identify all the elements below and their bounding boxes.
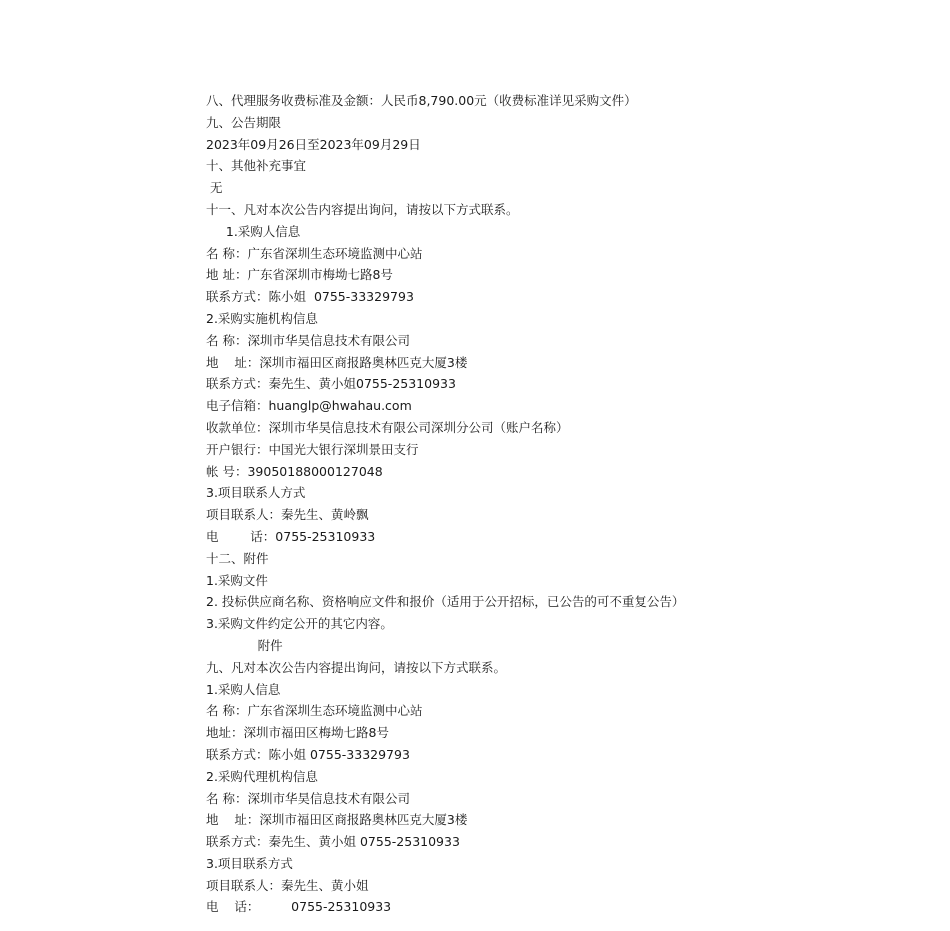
purchaser-address-2: 地址：深圳市福田区梅坳七路8号 — [206, 725, 389, 741]
project-contact-person-2: 项目联系人：秦先生、黄小姐 — [206, 877, 369, 893]
project-contact-phone-2: 电 话： 0755-25310933 — [206, 899, 392, 915]
purchaser-name-2: 名 称：广东省深圳生态环境监测中心站 — [206, 703, 423, 719]
purchaser-contact-2: 联系方式：陈小姐 0755-33329793 — [206, 746, 410, 762]
purchaser-address: 地 址：广东省深圳市梅坳七路8号 — [206, 267, 393, 283]
bank: 开户银行：中国光大银行深圳景田支行 — [206, 441, 419, 457]
agency-contact-2: 联系方式：秦先生、黄小姐 0755-25310933 — [206, 834, 460, 850]
attachment-2: 2. 投标供应商名称、资格响应文件和报价（适用于公开招标，已公告的可不重复公告） — [206, 594, 685, 610]
project-contact-person: 项目联系人：秦先生、黄岭飘 — [206, 507, 369, 523]
account-number: 帐 号：39050188000127048 — [206, 463, 383, 479]
section-9b-heading: 九、凡对本次公告内容提出询问，请按以下方式联系。 — [206, 659, 507, 675]
payee: 收款单位：深圳市华昊信息技术有限公司深圳分公司（账户名称） — [206, 419, 569, 435]
fee-standard-line: 八、代理服务收费标准及金额：人民币8,790.00元（收费标准详见采购文件） — [206, 93, 637, 108]
section-12-heading: 十二、附件 — [206, 550, 269, 566]
purchaser-contact: 联系方式：陈小姐 0755-33329793 — [206, 289, 414, 305]
agency-name: 名 称：深圳市华昊信息技术有限公司 — [206, 332, 410, 348]
project-contact-phone: 电 话：0755-25310933 — [206, 528, 376, 544]
agency-address-2: 地 址：深圳市福田区商报路奥林匹克大厦3楼 — [206, 812, 468, 828]
document-body — [206, 90, 926, 918]
purchaser-info-heading-2: 1.采购人信息 — [206, 681, 281, 697]
agency-contact: 联系方式：秦先生、黄小姐0755-25310933 — [206, 376, 456, 392]
attachment-label: 附件 — [206, 637, 283, 653]
section-9-heading: 九、公告期限 — [206, 114, 282, 130]
agency-info-heading-2: 2.采购代理机构信息 — [206, 768, 318, 784]
section-11-heading: 十一、凡对本次公告内容提出询问，请按以下方式联系。 — [206, 201, 519, 217]
project-contact-heading: 3.项目联系人方式 — [206, 485, 306, 501]
agency-info-heading: 2.采购实施机构信息 — [206, 310, 318, 326]
purchaser-name: 名 称：广东省深圳生态环境监测中心站 — [206, 245, 423, 261]
agency-name-2: 名 称：深圳市华昊信息技术有限公司 — [206, 790, 410, 806]
agency-email: 电子信箱：huanglp@hwahau.com — [206, 398, 412, 414]
project-contact-heading-2: 3.项目联系方式 — [206, 855, 293, 871]
announcement-period: 2023年09月26日至2023年09月29日 — [206, 136, 421, 152]
attachment-3: 3.采购文件约定公开的其它内容。 — [206, 616, 393, 632]
section-10-heading: 十、其他补充事宜 — [206, 158, 307, 174]
purchaser-info-heading: 1.采购人信息 — [206, 223, 301, 239]
agency-address: 地 址：深圳市福田区商报路奥林匹克大厦3楼 — [206, 354, 468, 370]
attachment-1: 1.采购文件 — [206, 572, 268, 588]
section-10-content: 无 — [206, 180, 223, 196]
